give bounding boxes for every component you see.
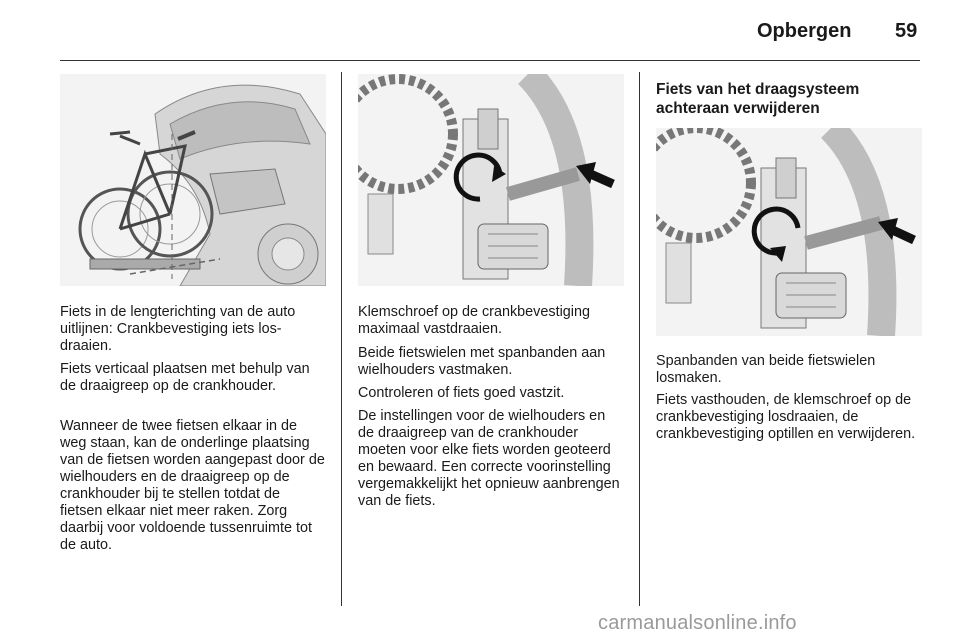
col2-paragraph-2: Beide fietswielen met spanbanden aan wielhouders vastmaken. xyxy=(358,345,606,378)
header-rule xyxy=(60,60,920,61)
col3-paragraph-2: Fiets vasthouden, de klemschroef op de crankbevestiging losdraaien, de crankbevestiging optillen en verwijderen. xyxy=(656,392,916,442)
col2-paragraph-3: Controleren of fiets goed vastzit. xyxy=(358,385,565,401)
illustration-car-with-bicycle xyxy=(60,74,326,286)
page-header xyxy=(0,0,960,62)
illustration-crank-loosen xyxy=(656,128,922,336)
crank-tighten-drawing xyxy=(358,74,624,286)
illustration-crank-tighten xyxy=(358,74,624,286)
section-heading: Fiets van het draagsysteem achteraan verwijderen xyxy=(656,81,860,117)
col2-paragraph-1: Klemschroef op de crankbevestiging maximaal vastdraaien. xyxy=(358,304,590,337)
col1-paragraph-3: Wanneer de twee fietsen elkaar in de weg staan, kan de onderlinge plaatsing van de fietsen worden aangepast door de wielhouders en de draaigreep op de crankhouder bij te stellen totdat de fietsen elkaar niet meer raken. Zorg daarbij voor voldoende tussenruimte tot de auto. xyxy=(60,418,325,553)
col3-paragraph-1: Spanbanden van beide fietswielen losmaken. xyxy=(656,353,876,386)
page-number: 59 xyxy=(895,20,918,42)
col1-paragraph-2: Fiets verticaal plaatsen met behulp van de draaigreep op de crankhouder. xyxy=(60,361,310,394)
col1-paragraph-1: Fiets in de lengterichting van de auto uitlijnen: Crankbevestiging iets losdraaien. xyxy=(60,304,296,354)
crank-loosen-drawing xyxy=(656,128,922,336)
column-divider-left xyxy=(341,72,342,606)
col2-paragraph-4: De instellingen voor de wielhouders en de draaigreep van de crankhouder moeten voor elke fiets worden geoteerd en bewaard. Een correcte voorinstelling vergemakkelijkt het opnieuw aanbrengen van de fiets. xyxy=(358,408,620,509)
column-divider-right xyxy=(639,72,640,606)
page-title: Opbergen xyxy=(757,20,852,42)
car-bicycle-drawing xyxy=(60,74,326,286)
watermark: carmanualsonline.info xyxy=(598,612,797,634)
